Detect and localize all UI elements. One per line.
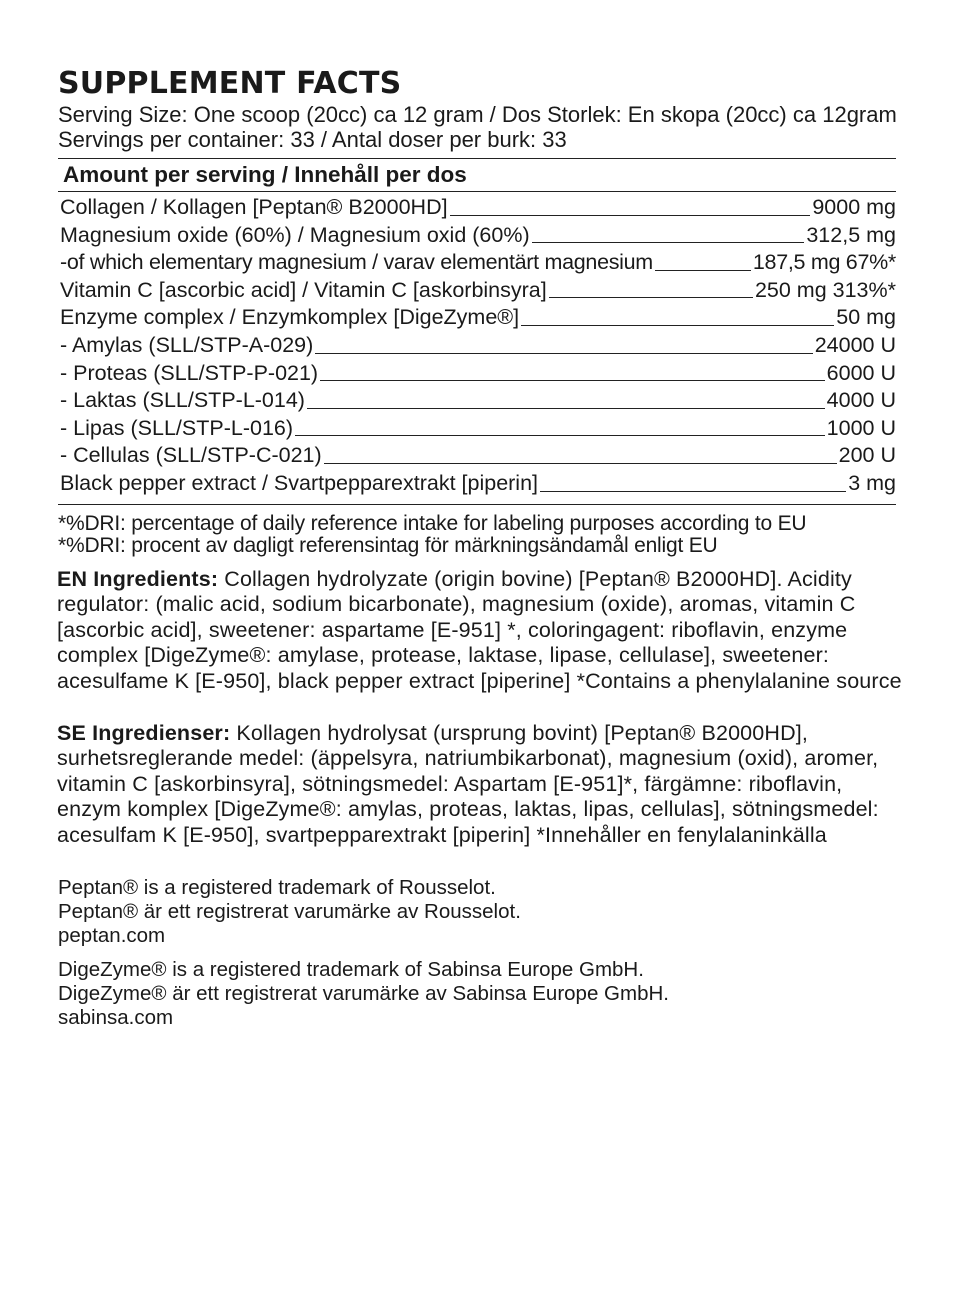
ingredients-se-heading: SE Ingredienser: (57, 720, 231, 745)
leader-line (295, 435, 825, 436)
ingredients-en-heading: EN Ingredients: (57, 566, 219, 591)
leader-line (324, 463, 837, 464)
nutrient-value: 312,5 mg (806, 222, 896, 247)
leader-line (320, 380, 825, 381)
leader-line (532, 242, 805, 243)
nutrient-row (58, 222, 896, 250)
nutrient-row (58, 304, 896, 332)
nutrient-label: - Lipas (SLL/STP-L-016) (60, 415, 294, 440)
nutrient-row (58, 194, 896, 222)
nutrient-table (58, 192, 896, 498)
nutrient-row (58, 249, 896, 277)
dri-note (58, 513, 896, 557)
servings-per-container: Servings per container: 33 / Antal doser per burk: 33 (58, 127, 567, 152)
nutrient-value: 50 mg (836, 305, 896, 330)
nutrient-label: - Laktas (SLL/STP-L-014) (60, 388, 305, 413)
nutrient-row (58, 415, 896, 443)
dri-note-en: *%DRI: percentage of daily reference intake for labeling purposes according to EU (58, 511, 807, 535)
nutrient-value: 200 U (838, 443, 896, 468)
nutrient-value: 6000 U (826, 360, 896, 385)
nutrient-value: 250 mg 313%* (754, 277, 896, 302)
leader-line (315, 353, 812, 354)
leader-line (521, 325, 834, 326)
trademark-url: peptan.com (58, 924, 166, 948)
nutrient-row (58, 387, 896, 415)
nutrient-label: - Proteas (SLL/STP-P-021) (60, 360, 319, 385)
nutrient-value: 3 mg (848, 470, 896, 495)
amount-header: Amount per serving / Innehåll per dos (63, 162, 467, 187)
supplement-facts-label (57, 66, 902, 1030)
page-title: SUPPLEMENT FACTS (58, 66, 402, 101)
nutrient-label: Black pepper extract / Svartpepparextrakt [piperin] (60, 470, 539, 495)
ingredients-se-text: Kollagen hydrolysat (ursprung bovint) [Peptan® B2000HD], surhetsreglerande medel: (äppelsyra, natriumbikarbonat), magnesium (oxid), aromer, vitamin C [askorbinsyra], sötningsmedel: Aspartam [E-951]*, färgämne: riboflavin, enzym komplex [DigeZyme®: amylas, proteas, laktas, lipas, cellulas], sötningsmedel: acesulfam K [E-950], svartpepparextrakt [piperin] *Innehåller en fenylalaninkälla (57, 720, 879, 847)
nutrient-value: 4000 U (826, 388, 896, 413)
nutrient-label: - Cellulas (SLL/STP-C-021) (60, 443, 322, 468)
dri-note-se: *%DRI: procent av dagligt referensintag för märkningsändamål enligt EU (58, 533, 718, 557)
leader-line (655, 270, 751, 271)
ingredients-en (57, 567, 902, 695)
ingredients-en-text: Collagen hydrolyzate (origin bovine) [Peptan® B2000HD]. Acidity regulator: (malic acid, sodium bicarbonate), magnesium (oxide), aromas, vitamin C [ascorbic acid], sweetener: aspartame [E-951] *, coloringagent: riboflavin, enzyme complex [DigeZyme®: amylase, protease, laktase, lipase, cellulase], sweetener: acesulfame K [E-950], black pepper extract [piperine] *Contains a phenylalanine source (57, 566, 902, 693)
leader-line (540, 491, 846, 492)
nutrient-label: Enzyme complex / Enzymkomplex [DigeZyme®] (60, 305, 520, 330)
divider (58, 504, 896, 505)
serving-size: Serving Size: One scoop (20cc) ca 12 gram / Dos Storlek: En skopa (20cc) ca 12gram (58, 102, 897, 127)
nutrient-label: Magnesium oxide (60%) / Magnesium oxid (60%) (60, 222, 530, 247)
nutrient-value: 9000 mg (812, 195, 896, 219)
ingredients-se (57, 721, 902, 849)
trademark-digezyme (58, 958, 896, 1030)
nutrient-value: 24000 U (814, 332, 896, 357)
nutrient-row (58, 360, 896, 388)
leader-line (450, 215, 811, 216)
trademark-line: Peptan® är ett registrerat varumärke av Rousselot. (58, 900, 521, 924)
trademark-line: Peptan® is a registered trademark of Rousselot. (58, 876, 496, 900)
leader-line (307, 408, 825, 409)
nutrient-row (58, 332, 896, 360)
nutrient-label: -of which elementary magnesium / varav elementärt magnesium (60, 250, 653, 275)
trademark-line: DigeZyme® is a registered trademark of Sabinsa Europe GmbH. (58, 958, 644, 982)
nutrient-row (58, 442, 896, 470)
nutrient-row (58, 470, 896, 498)
nutrient-value: 187,5 mg 67%* (752, 250, 896, 275)
nutrient-value: 1000 U (826, 415, 896, 440)
nutrient-label: - Amylas (SLL/STP-A-029) (60, 332, 314, 357)
nutrient-row (58, 277, 896, 305)
trademark-peptan (58, 876, 896, 948)
trademark-line: DigeZyme® är ett registrerat varumärke av Sabinsa Europe GmbH. (58, 982, 669, 1006)
trademark-url: sabinsa.com (58, 1006, 174, 1030)
nutrient-label: Vitamin C [ascorbic acid] / Vitamin C [askorbinsyra] (60, 277, 547, 302)
leader-line (549, 297, 753, 298)
nutrient-label: Collagen / Kollagen [Peptan® B2000HD] (60, 195, 448, 219)
